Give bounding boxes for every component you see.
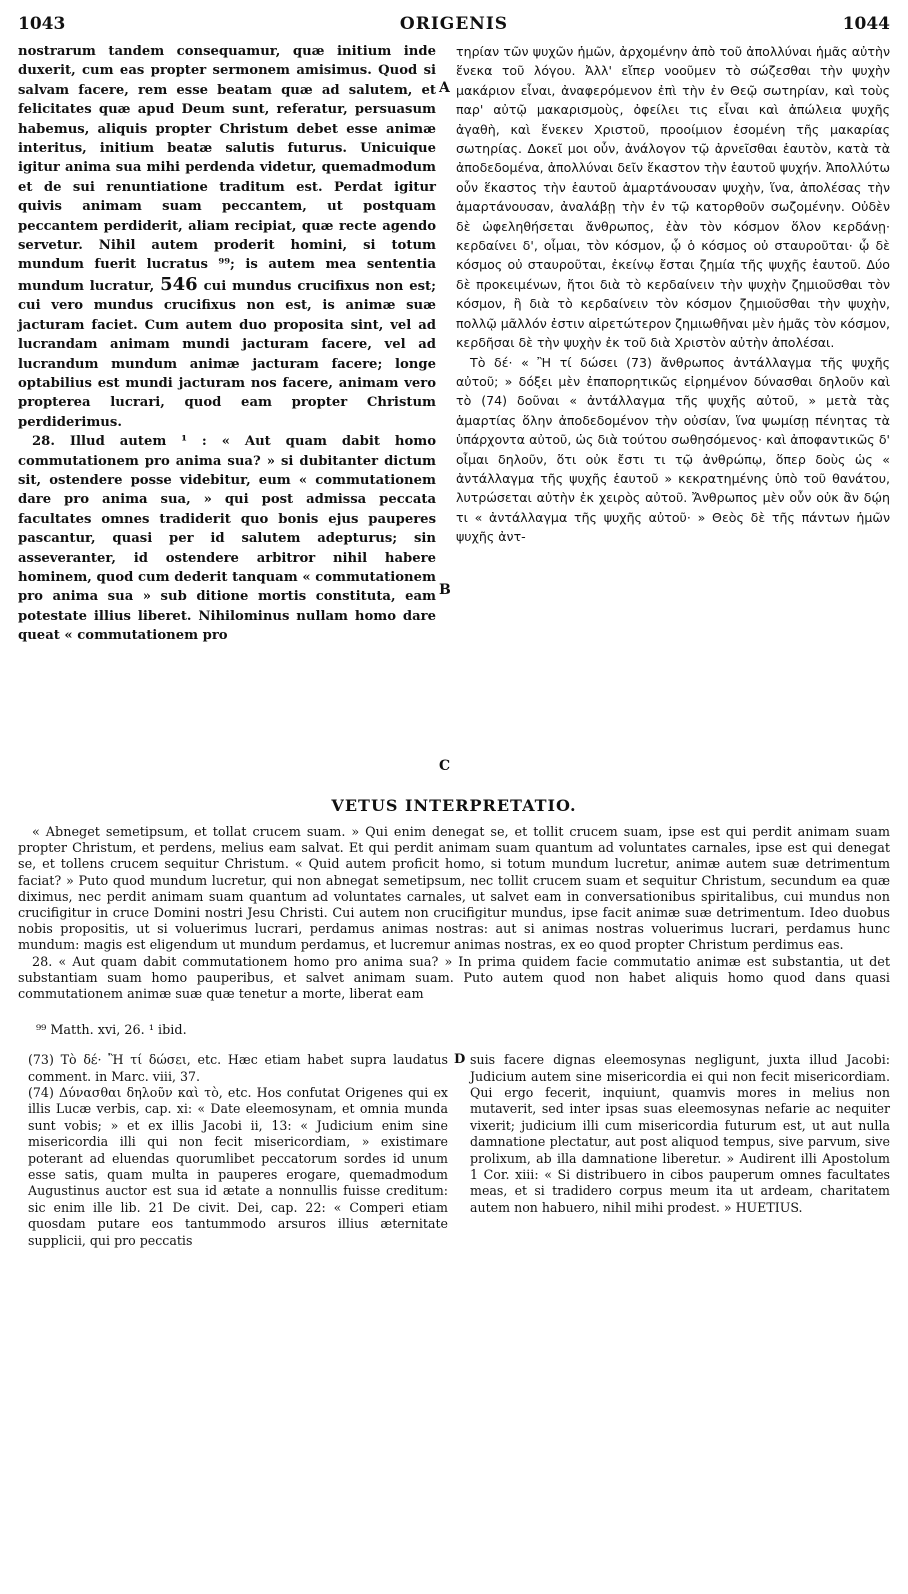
- section-title: VETUS INTERPRETATIO.: [331, 796, 577, 815]
- margin-letter-b: B: [439, 582, 451, 598]
- vetus-paragraph-28: 28. « Aut quam dabit commutationem homo pro anima sua? » In prima quidem facie commutatio animæ est substantia, ut det substantiam suam homo pauperibus, et salvet animam suam. Puto autem quod non habet aliquis homo quod dans quasi commutationem animæ suæ quæ tenetur a morte, liberat eam: [18, 954, 890, 1003]
- greek-column: [456, 42, 890, 547]
- notes-right-column: suis facere dignas eleemosynas negligunt, juxta illud Jacobi: Judicium autem sine misericordia ei qui non fecit misericordiam. Qui ergo fecerit, inquiunt, quamvis mores in melius non mutaverit, sed inter ipsas suas eleemosynas nefarie ac nequiter vixerit; judicium illi cum misericordia futurum est, ut aut nulla damnatione plectatur, aut post aliquod tempus, sive parvum, sive prolixum, ab illa damnatione liberetur. » Audirent illi Apostolum 1 Cor. xiii: « Si distribuero in cibos pauperum omnes facultates meas, et si tradidero corpus meum ita ut ardeam, charitatem autem non habuero, nihil mihi prodest. » HUETIUS.: [470, 1052, 890, 1215]
- page-header: [18, 14, 890, 42]
- latin-text: cui mundus crucifixus non est; cui vero mundus crucifixus non est, is animæ suæ jacturam faciet. Cum autem duo proposita sint, vel ad lucrandam animam mundi jacturam facere, vel ad lucrandum mundum animæ jacturam facere; longe optabilius est mundi jacturam nos facere, animam vero propterea lucrari, quod eam propter Christum perdiderimus.: [18, 278, 436, 430]
- margin-letter-a: A: [439, 80, 450, 96]
- latin-column: [18, 42, 436, 646]
- vetus-paragraph: « Abneget semetipsum, et tollat crucem suam. » Qui enim denegat se, et tollit crucem suam, ipse est qui perdit animam suam propter Christum, et perdens, melius eam salvat. Et qui perdit animam suam quantum ad voluntates carnales, ipse est qui denegat se, et tollens crucem sequitur Christum. « Quid autem proficit homo, si totum mundum lucretur, animæ autem suæ detrimentum faciat? » Puto quod mundum lucretur, qui non abnegat semetipsum, nec tollit crucem suam et sequitur Christum, secundum ea quæ diximus, nec perdit animam suam quantum ad voluntates carnales, ut salvet eam in conversationibus spiritalibus, cui mundus non crucifigitur in cruce Domini nostri Jesu Christi. Cui autem non crucifigitur mundus, ipse facit animæ suæ detrimentum. Ideo duobus nobis propositis, ut si voluerimus lucrari, perdamus animas nostras: aut si animas nostras voluerimus lucrari, perdamus hunc mundum: magis est eligendum ut mundum perdamus, et lucremur animas nostras, ex eo quod propter Christum perdimus eas.: [18, 825, 890, 954]
- vetus-interpretatio: [18, 825, 890, 1003]
- greek-paragraph-2: Τὸ δέ· « Ἢ τί δώσει (73) ἄνθρωπος ἀντάλλαγμα τῆς ψυχῆς αὐτοῦ; » δόξει μὲν ἐπαπορητικῶς εἰρημένον δύνασθαι δηλοῦν καὶ τὸ (74) δοῦναι « ἀντάλλαγμα τῆς ψυχῆς αὐτοῦ, » μετὰ τὰς ἁμαρτίας ὅλην ἀποδεδομένον τὴν οὐσίαν, ἵνα ψωμίσῃ πένητας τὰ ὑπάρχοντα αὐτοῦ, ὡς διὰ τούτου σωθησόμενος· καὶ ἀποφαντικῶς δ' οἶμαι δηλοῦν, ὅτι οὐκ ἔστι τι τῷ ἀνθρώπῳ, ὅπερ δοὺς ὡς « ἀντάλλαγμα τῆς ψυχῆς ἑαυτοῦ » κεκρατημένης ὑπὸ τοῦ θανάτου, λυτρώσεται αὐτὴν ἐκ χειρὸς αὐτοῦ. Ἄνθρωπος μὲν οὖν οὐκ ἂν δῴη τι « ἀντάλλαγμα τῆς ψυχῆς αὐτοῦ· » Θεὸς δὲ τῆς πάντων ἡμῶν ψυχῆς ἀντ-: [456, 354, 890, 545]
- margin-letter-d: D: [454, 1052, 466, 1068]
- greek-paragraph: τηρίαν τῶν ψυχῶν ἡμῶν, ἀρχομένην ἀπὸ τοῦ ἀπολλύναι ἡμᾶς αὐτὴν ἕνεκα τοῦ λόγου. Ἀλλ' εἴπερ νοοῦμεν τὸ σώζεσθαι τὴν ψυχὴν μακάριον εἶναι, ἀναφερόμενον ἐπὶ τὴν ἐν Θεῷ σωτηρίαν, καὶ τοὺς παρ' αὐτῷ μακαρισμοὺς, ὀφείλει τις εἶναι καὶ ἀπώλεια ψυχῆς ἀγαθὴ, καὶ ἕνεκεν Χριστοῦ, προοίμιον ἐσομένη τῆς μακαρίας σωτηρίας. Δοκεῖ μοι οὖν, ἀνάλογον τῷ ἀρνεῖσθαι ἑαυτὸν, κατὰ τὰ ἀποδεδομένα, ἀπολλύναι δεῖν ἕκαστον τὴν ἑαυτοῦ ψυχήν. Ἀπολλύτω οὖν ἕκαστος τὴν ἑαυτοῦ ἁμαρτάνουσαν ψυχὴν, ἵνα, ἀπολέσας τὴν ἁμαρτάνουσαν, ἀναλάβῃ τὴν ἐν τῷ κατορθοῦν σωζομένην. Οὐδὲν δὲ ὠφεληθήσεται ἄνθρωπος, ἐὰν τὸν κόσμον ὅλον κερδάνῃ· κερδαίνει δ', οἶμαι, τὸν κόσμον, ᾧ ὁ κόσμος οὐ σταυροῦται· ᾧ δὲ κόσμος οὐ σταυροῦται, ἐκείνῳ ἔσται ζημία τῆς ψυχῆς ἑαυτοῦ. Δύο δὲ προκειμένων, ἤτοι διὰ τὸ κερδαίνειν τὴν ψυχὴν ζημιοῦσθαι τὸν κόσμον, ἢ διὰ τὸ κερδαίνειν τὸν κόσμον ζημιοῦσθαι τὴν ψυχὴν, πολλῷ μᾶλλόν ἐστιν αἱρετώτερον ζημιωθῆναι μὲν ἡμᾶς τὸν κόσμον, κερδῆσαι δὲ τὴν ψυχὴν ἐκ τοῦ διὰ Χριστὸν αὐτὴν ἀπολέσαι.: [456, 44, 890, 351]
- editor-notes: [18, 1052, 890, 1472]
- running-title: ORIGENIS: [399, 14, 509, 34]
- migne-column-number: 546: [160, 273, 198, 295]
- footnotes: ⁹⁹ Matth. xvi, 26. ¹ ibid.: [36, 1023, 187, 1039]
- latin-text: nostrarum tandem consequamur, quæ initium inde duxerit, cum eas propter sermonem amisimus. Quod si salvam facere, rem esse beatam quæ ad salutem, et felicitates quæ apud Deum sunt, referatur, persuasum habemus, aliquis propter Christum debet esse animæ interitus, initium beatæ salutis futurus. Unicuique igitur anima sua mihi perdenda videtur, quemadmodum et de sui renuntiatione traditum est. Perdat igitur quivis animam suam peccantem, ut postquam peccantem perdiderit, aliam recipiat, quæ recte agendo servetur. Nihil autem proderit homini, si totum mundum fuerit lucratus ⁹⁹; is autem mea sententia mundum lucratur,: [18, 44, 436, 294]
- notes-left-column: (73) Τὸ δέ· Ἢ τί δώσει, etc. Hæc etiam habet supra laudatus comment. in Marc. viii, 37. (74) Δύνασθαι δηλοῦν καὶ τὸ, etc. Hos confutat Origenes qui ex illis Lucæ verbis, cap. xi: « Date eleemosynam, et omnia munda sunt vobis; » et ex illis Jacobi ii, 13: « Judicium enim sine misericordia illi qui non fecit misericordiam, » existimare poterant ad eluendas quorumlibet peccatorum sordes id unum esse satis, quam multa in pauperes erogare, quemadmodum Augustinus auctor est sua id ætate a nonnullis fuisse creditum: sic enim ille lib. 21 De civit. Dei, cap. 22: « Comperi etiam quosdam putare eos tantummodo arsuros illius æternitate supplicii, qui pro peccatis: [28, 1052, 448, 1248]
- margin-letter-c: C: [439, 758, 451, 774]
- main-text-columns: [18, 42, 890, 784]
- column-number-left: 1043: [18, 14, 66, 34]
- column-number-right: 1044: [842, 14, 890, 34]
- page: [18, 14, 890, 1472]
- latin-paragraph: [18, 42, 436, 432]
- latin-paragraph-28: 28. Illud autem ¹ : « Aut quam dabit homo commutationem pro anima sua? » si dubitanter dictum sit, ostendere posse videbitur, eum « commutationem dare pro anima sua, » qui post admissa peccata facultates omnes tradiderit quo bonis ejus pauperes pascantur, quasi per id salutem adepturus; sin asseveranter, id ostendere arbitror nihil habere hominem, quod cum dederit tanquam « commutationem pro anima sua » sub ditione mortis constituta, eam potestate illius liberet. Nihilominus nullam homo dare queat « commutationem pro: [18, 434, 436, 644]
